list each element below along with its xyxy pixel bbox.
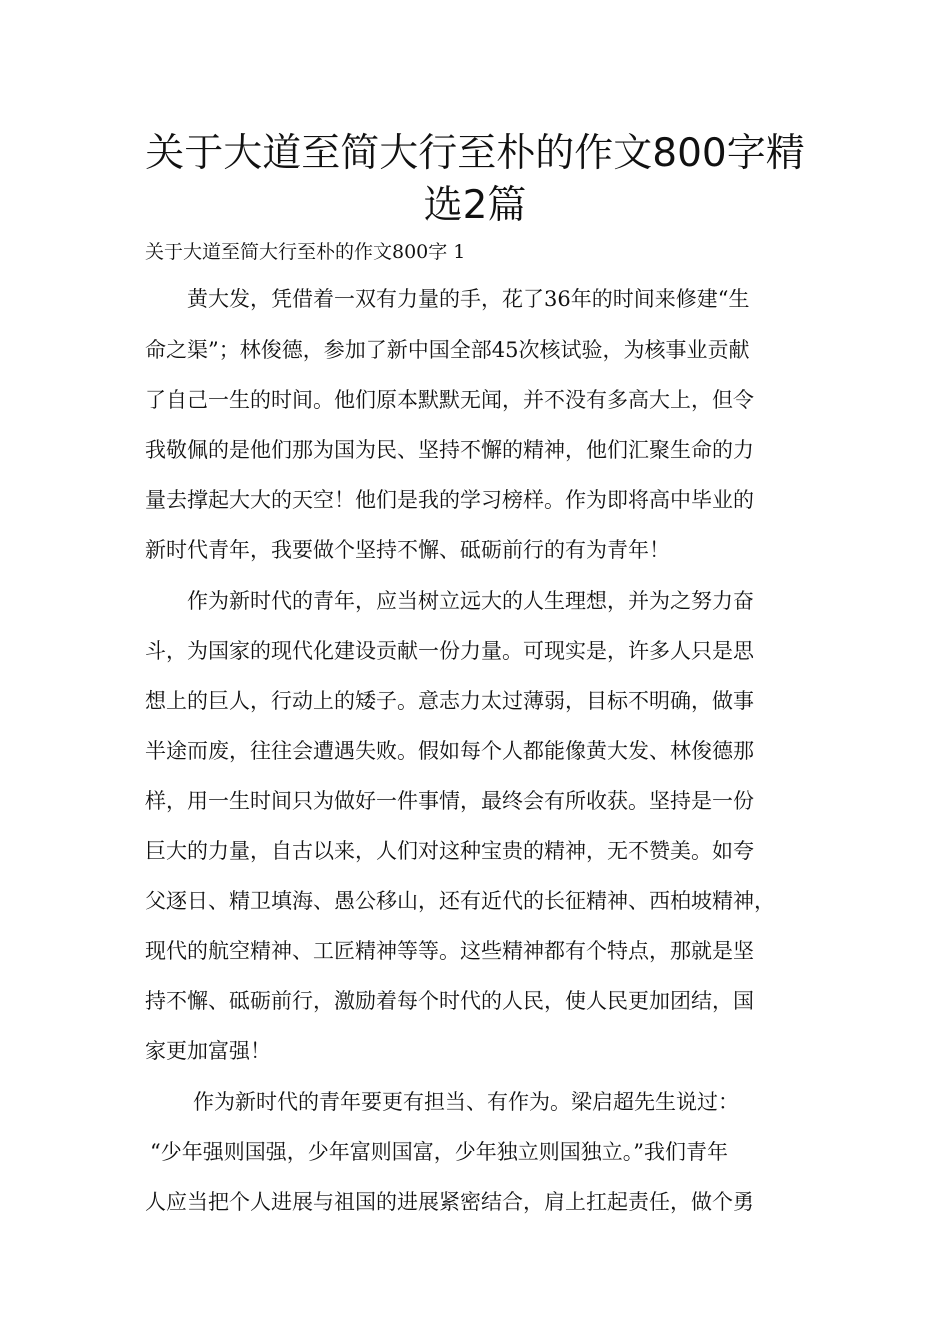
paragraph-line: 作为新时代的青年要更有担当、有作为。梁启超先生说过：: [193, 1090, 739, 1114]
paragraph-line: 作为新时代的青年，应当树立远大的人生理想，并为之努力奋: [187, 589, 754, 613]
paragraph-line: 现代的航空精神、工匠精神等等。这些精神都有个特点，那就是坚: [145, 939, 754, 963]
title-line: 关于大道至简大行至朴的作文800字精: [145, 131, 805, 176]
paragraph-line: 巨大的力量，自古以来，人们对这种宝贵的精神，无不赞美。如夸: [145, 839, 754, 863]
paragraph-line: “少年强则国强，少年富则国富，少年独立则国独立。”我们青年: [150, 1140, 728, 1164]
paragraph-line: 持不懈、砥砺前行，激励着每个时代的人民，使人民更加团结，国: [145, 989, 754, 1013]
paragraph-line: 斗，为国家的现代化建设贡献一份力量。可现实是，许多人只是思: [145, 639, 754, 663]
paragraph-line: 想上的巨人，行动上的矮子。意志力太过薄弱，目标不明确，做事: [145, 689, 754, 713]
paragraph-line: 量去撑起大大的天空！他们是我的学习榜样。作为即将高中毕业的: [145, 488, 754, 512]
paragraph-line: 黄大发，凭借着一双有力量的手，花了36年的时间来修建“生: [187, 287, 750, 311]
paragraph-line: 父逐日、精卫填海、愚公移山，还有近代的长征精神、西柏坡精神，: [145, 889, 775, 913]
document-title: [110, 128, 840, 232]
paragraph-line: 家更加富强！: [145, 1039, 271, 1063]
paragraph-line: 我敬佩的是他们那为国为民、坚持不懈的精神，他们汇聚生命的力: [145, 438, 754, 462]
paragraph-line: 命之渠”；林俊德，参加了新中国全部45次核试验，为核事业贡献: [145, 338, 750, 362]
section-heading: 关于大道至简大行至朴的作文800字 1: [145, 241, 466, 263]
paragraph-line: 人应当把个人进展与祖国的进展紧密结合，肩上扛起责任，做个勇: [145, 1190, 754, 1214]
paragraph-line: 样，用一生时间只为做好一件事情，最终会有所收获。坚持是一份: [145, 789, 754, 813]
paragraph-line: 半途而废，往往会遭遇失败。假如每个人都能像黄大发、林俊德那: [145, 739, 754, 763]
paragraph-line: 了自己一生的时间。他们原本默默无闻，并不没有多高大上，但令: [145, 388, 754, 412]
title-line: 选2篇: [423, 183, 527, 228]
paragraph-line: 新时代青年，我要做个坚持不懈、砥砺前行的有为青年！: [145, 538, 670, 562]
